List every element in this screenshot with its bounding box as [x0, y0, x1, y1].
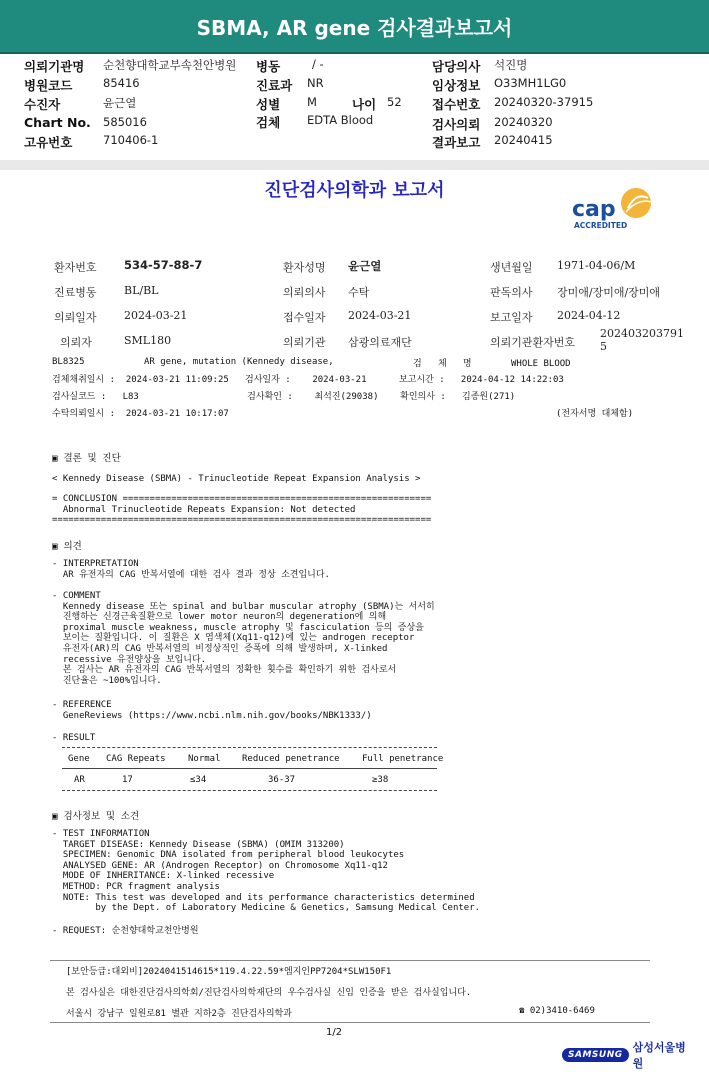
ward-value: / -	[312, 57, 324, 71]
test-information-block: - TEST INFORMATION TARGET DISEASE: Kennedy Disease (SBMA) (OMIM 313200) SPECIMEN: Genomic DNA isolated from peripheral blood leukocytes ANALYSED GENE: AR (Androgen Receptor) on Chromosome Xq11-q12 MODE OF INHERITANCE: X-linked recessive METHOD: PCR fragment analysis NOTE: This test was developed and its performance characteristics determined by the Dept. of Laboratory Medicine & Genetics, Samsung Medical Center.	[52, 829, 481, 914]
svg-text:ACCREDITED: ACCREDITED	[574, 221, 628, 230]
ref-pid-label: 의뢰기관환자번호	[490, 336, 576, 349]
result-cell-cag: 17	[122, 775, 133, 785]
chart-value: 585016	[103, 115, 147, 129]
footer-rule-top	[50, 960, 650, 961]
analysis-title: < Kennedy Disease (SBMA) - Trinucleotide Repeat Expansion Analysis >	[52, 474, 421, 484]
security-line: [보안등급:대외비]2024041514615*119.4.22.59*엠지인PP7204*SLW150F1	[66, 967, 392, 977]
obs-doc-value: 장미애/장미애/장미애	[557, 286, 661, 299]
comment-block: - COMMENT Kennedy disease 또는 spinal and bulbar muscular atrophy (SBMA)는 서서히 진행하는 신경근육질환으로 lower motor neuron의 degeneration에 의해 proximal muscle weakness, muscle atrophy 및 fasciculation 등의 증상을 보이는 질환입니다. 이 질환은 X 염색체(Xq11-q12)에 있는 androgen receptor 유전자(AR)의 CAG 반복서열의 비정상적인 증폭에 의해 발생하며, X-linked recessive 유전양상을 보입니다. 본 검사는 AR 유전자의 CAG 반복서열의 정확한 횟수를 확인하기 위한 검사로서 진단율은 ~100%입니다.	[52, 591, 435, 686]
samsung-brand: SAMSUNG	[562, 1048, 629, 1062]
pname-value: 윤근열	[348, 259, 382, 273]
meta-row-1: 검체채취일시 : 2024-03-21 11:09:25 검사일자 : 2024-03-21 보고시간 : 2024-04-12 14:22:03	[52, 375, 564, 385]
rep-date-value: 2024-04-12	[557, 309, 621, 322]
dept-value: NR	[307, 76, 324, 90]
ward-label-2: 진료병동	[54, 286, 97, 299]
result-header-normal: Normal	[188, 754, 221, 764]
inst-value: 순천향대학교부속천안병원	[103, 58, 237, 72]
report-label: 결과보고	[432, 135, 481, 150]
referrer-label: 의뢰자	[60, 336, 92, 349]
pname-label: 환자성명	[283, 261, 326, 274]
ref-inst-label: 의뢰기관	[283, 336, 326, 349]
ref-doc-label: 의뢰의사	[283, 286, 326, 299]
result-header-cag: CAG Repeats	[106, 754, 166, 764]
meta-row-3: 수탁의뢰일시 : 2024-03-21 10:17:07	[52, 409, 229, 419]
pid-label: 환자번호	[54, 261, 97, 274]
acc-date-label: 접수일자	[283, 311, 326, 324]
reqdate-value: 20240320	[494, 115, 553, 129]
hospcode-label: 병원코드	[24, 78, 73, 93]
interpretation-block: - INTERPRETATION AR 유전자의 CAG 반복서열에 대한 검사 결과 정상 소견입니다.	[52, 559, 330, 580]
doctor-value: 석진명	[494, 58, 528, 72]
hospcode-value: 85416	[103, 76, 140, 90]
specimen-label: 검체	[256, 115, 281, 130]
section-gap	[0, 160, 709, 170]
meta-row-2: 검사실코드 : L83 검사확인 : 최석진(29038) 확인의사 : 김종원(271)	[52, 392, 516, 402]
report-title: 진단검사의학과 보고서	[264, 180, 445, 201]
reference-block: - REFERENCE GeneReviews (https://www.ncbi.nlm.nih.gov/books/NBK1333/)	[52, 700, 372, 721]
age-value: 52	[387, 95, 402, 109]
result-cell-reduced: 36-37	[268, 775, 296, 785]
address-line: 서울시 강남구 일원로81 별관 지하2층 진단검사의학과	[66, 1009, 292, 1019]
patient-value: 윤근열	[103, 96, 137, 110]
section-conclusion-heading: ▣ 결론 및 진단	[52, 453, 121, 464]
certification-line: 본 검사실은 대한진단검사의학회/진단검사의학재단의 우수검사실 신임 인증을 받은 검사실입니다.	[66, 988, 472, 998]
patient-label: 수진자	[24, 97, 61, 112]
section-opinion-heading: ▣ 의견	[52, 541, 82, 552]
result-header-reduced: Reduced penetrance	[242, 754, 340, 764]
section-testinfo-heading: ▣ 검사정보 및 소견	[52, 811, 140, 822]
request-line: - REQUEST: 순천향대학교천안병원	[52, 926, 199, 936]
pid-value: 534-57-88-7	[124, 258, 203, 272]
req-date-label: 의뢰일자	[54, 311, 97, 324]
svg-text:cap: cap	[572, 197, 616, 222]
ref-doc-value: 수탁	[348, 286, 370, 299]
hospital-name: 삼성서울병원	[632, 1041, 686, 1070]
ref-inst-value: 삼광의료재단	[348, 336, 412, 349]
sex-label: 성별	[256, 97, 281, 112]
acc-date-value: 2024-03-21	[348, 309, 412, 322]
test-name: AR gene, mutation (Kennedy disease,	[144, 357, 334, 367]
dept-label: 진료과	[256, 78, 293, 93]
footer-rule-bottom	[50, 1022, 650, 1023]
result-header-full: Full penetrance	[362, 754, 444, 764]
result-cell-full: ≥38	[372, 775, 389, 785]
dob-label: 생년월일	[490, 261, 533, 274]
ref-pid-value-1: 202403203791	[600, 327, 684, 340]
age-label: 나이	[352, 97, 377, 112]
page-number: 1/2	[326, 1027, 343, 1038]
dob-value: 1971-04-06/M	[557, 259, 636, 272]
cap-accredited-logo	[568, 186, 668, 234]
receipt-label: 접수번호	[432, 97, 481, 112]
ward-label: 병동	[256, 59, 281, 74]
specimen-name-label: 검 체 명	[413, 359, 472, 369]
phone-line: ☎ 02)3410-6469	[519, 1006, 595, 1016]
result-cell-gene: AR	[74, 775, 85, 785]
report-banner-title: SBMA, AR gene 검사결과보고서	[0, 0, 709, 54]
result-header-gene: Gene	[68, 754, 90, 764]
samsung-hospital-logo	[562, 1041, 692, 1070]
chart-label: Chart No.	[24, 115, 91, 130]
clinical-label: 임상정보	[432, 78, 481, 93]
esign-note: (전자서명 대체함)	[556, 409, 634, 419]
test-code: BL8325	[52, 357, 85, 367]
result-label: - RESULT	[52, 733, 96, 743]
obs-doc-label: 판독의사	[490, 286, 533, 299]
id-label: 고유번호	[24, 135, 73, 150]
report-value: 20240415	[494, 133, 553, 147]
result-cell-normal: ≤34	[190, 775, 207, 785]
clinical-value: O33MH1LG0	[494, 76, 567, 90]
specimen-name-value: WHOLE BLOOD	[511, 359, 571, 369]
receipt-value: 20240320-37915	[494, 95, 594, 109]
referrer-value: SML180	[124, 334, 172, 347]
inst-label: 의뢰기관명	[24, 59, 85, 74]
specimen-value: EDTA Blood	[307, 113, 374, 127]
conclusion-block: = CONCLUSION ========================================================= Abnormal Trinucleotide Repeats Expansion: Not detected ======================================================================	[52, 494, 432, 526]
reqdate-label: 검사의뢰	[432, 117, 481, 132]
sex-value: M	[307, 95, 317, 109]
result-rule-bottom	[62, 790, 437, 791]
ref-pid-value-2: 5	[600, 340, 607, 353]
result-rule-top	[62, 747, 437, 748]
doctor-label: 담당의사	[432, 59, 481, 74]
ward-value-2: BL/BL	[124, 284, 159, 297]
rep-date-label: 보고일자	[490, 311, 533, 324]
result-rule-mid	[62, 768, 437, 769]
id-value: 710406-1	[103, 133, 159, 147]
req-date-value: 2024-03-21	[124, 309, 188, 322]
